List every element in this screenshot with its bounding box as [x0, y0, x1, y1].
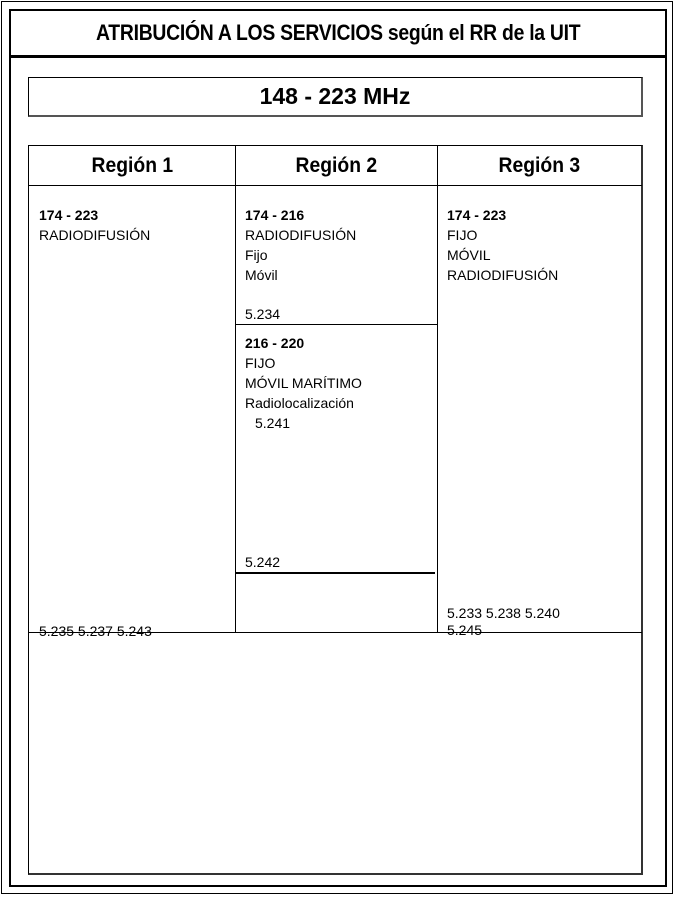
header-region-2 [235, 146, 437, 186]
region-2-service-5: MÓVIL MARÍTIMO [245, 375, 362, 391]
region-3-service-2: MÓVIL [447, 247, 491, 263]
region-2-footnote-1: 5.234 [245, 306, 281, 322]
region-1-range: 174 - 223 [39, 207, 99, 223]
region-2-footnote-2: 5.242 [245, 554, 281, 570]
header-region-1-label: Región 1 [91, 153, 173, 177]
region-3-range: 174 - 223 [447, 207, 507, 223]
region-3-cell [447, 205, 558, 285]
header-region-3 [437, 146, 642, 186]
region-3-service-3: RADIODIFUSIÓN [447, 267, 559, 283]
region-2-service-1: RADIODIFUSIÓN [245, 227, 357, 243]
region-2-service-6: Radiolocalización [245, 395, 354, 411]
header-region-2-label: Región 2 [295, 153, 377, 177]
region-3-footnotes-line-2: 5.245 [447, 622, 483, 638]
frequency-band: 148 - 223 MHz [259, 83, 411, 109]
region-1-cell [39, 205, 150, 245]
page-title: ATRIBUCIÓN A LOS SERVICIOS según el RR de la UIT [95, 20, 581, 45]
region-2-inline-footnote: 5.241 [255, 415, 291, 431]
region-3-service-1: FIJO [447, 227, 478, 243]
region-2-range-2: 216 - 220 [245, 335, 305, 351]
column-divider-1 [235, 146, 236, 632]
allocation-table [28, 145, 643, 875]
header-region-3-label: Región 3 [498, 153, 581, 177]
region-2-cell-1 [245, 205, 356, 285]
region-2-range-1: 174 - 216 [245, 207, 305, 223]
title-bar [11, 11, 665, 58]
document-frame [9, 9, 667, 887]
column-divider-2 [437, 146, 438, 632]
region-2-divider-2 [235, 572, 435, 574]
region-1-service: RADIODIFUSIÓN [39, 227, 151, 243]
frequency-band-box [28, 77, 643, 117]
region-2-service-3: Móvil [245, 267, 278, 283]
region-2-service-4: FIJO [245, 355, 276, 371]
region-1-footnotes: 5.235 5.237 5.243 [39, 623, 152, 639]
region-2-service-2: Fijo [245, 247, 268, 263]
region-2-cell-2 [245, 333, 362, 433]
region-3-footnotes-line-1: 5.233 5.238 5.240 [447, 605, 560, 621]
region-2-divider-1 [235, 324, 437, 325]
header-region-1 [29, 146, 235, 186]
